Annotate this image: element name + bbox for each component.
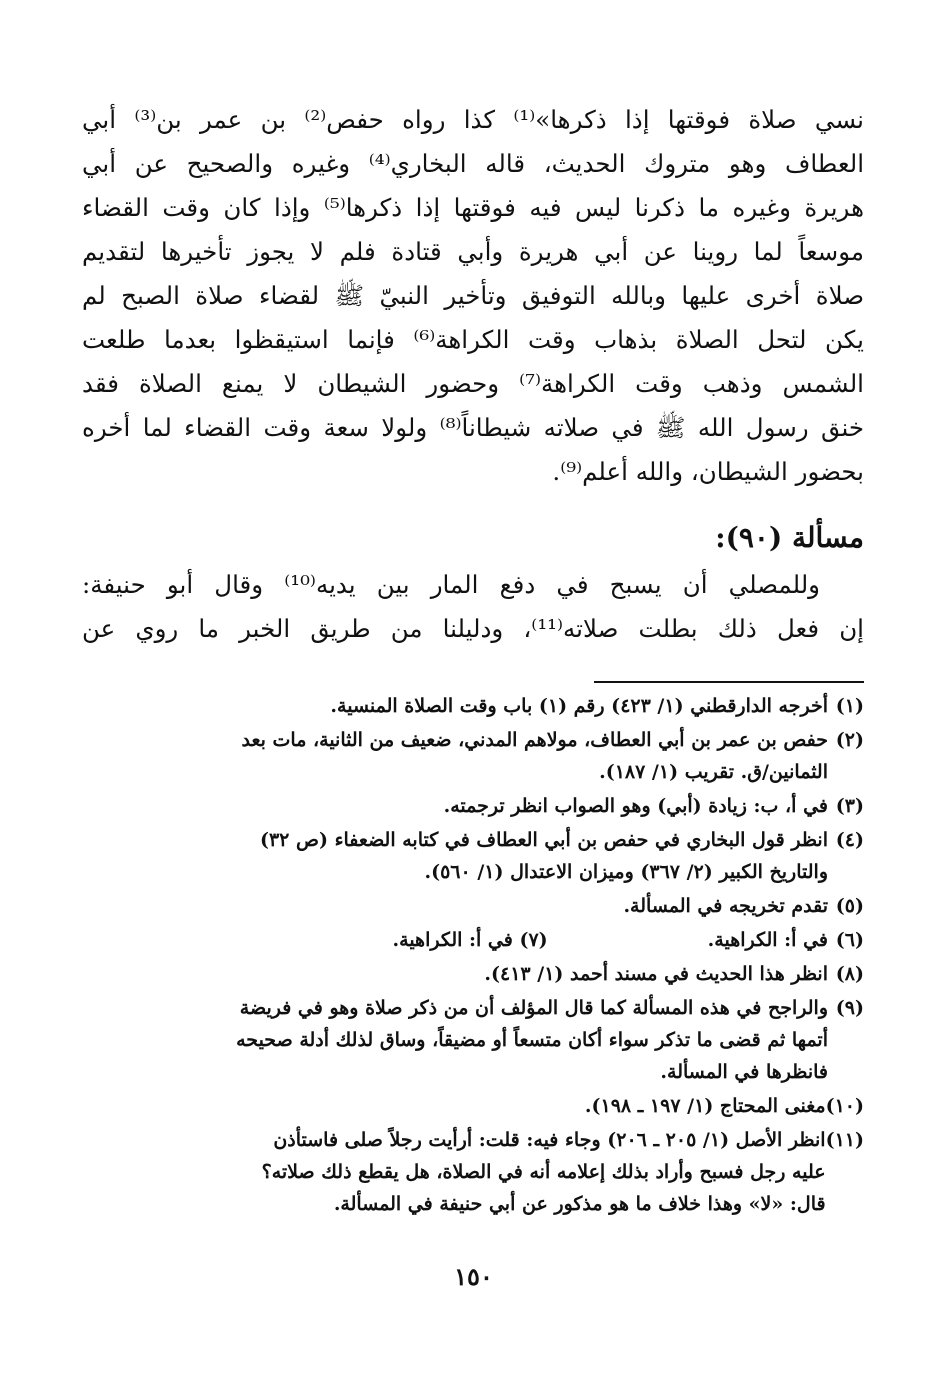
footnote-number: (٥) <box>835 895 864 917</box>
footnote <box>82 1090 864 1122</box>
footnote-text <box>82 924 828 956</box>
footnote <box>82 824 864 888</box>
footnote-line: تقدم تخريجه في المسألة. <box>623 895 828 917</box>
footnote-text <box>82 690 828 722</box>
footnote-number: (٩) <box>835 997 864 1019</box>
text-line: العطاف وهو متروك الحديث، قاله البخاري⁽⁴⁾ وغيره والصحيح عن أبي <box>82 149 864 178</box>
footnote-text <box>82 992 828 1088</box>
footnote <box>82 958 864 990</box>
footnote-line: انظر قول البخاري في حفص بن أبي العطاف في كتابه الضعفاء (ص ٣٢) <box>259 829 828 851</box>
footnote-line: أتمها ثم قضى ما تذكر سواء أكان متسعاً أو مضيقاً، وساق لذلك أدلة صحيحه <box>236 1029 828 1051</box>
page-number: ١٥٠ <box>454 1262 493 1291</box>
footnote-separator <box>594 681 864 683</box>
text-line: الشمس وذهب وقت الكراهة⁽⁷⁾ وحضور الشيطان لا يمنع الصلاة فقد <box>82 369 864 398</box>
footnote-number: (٣) <box>835 795 864 817</box>
footnotes <box>82 690 864 1222</box>
text-line: صلاة أخرى عليها وبالله التوفيق وتأخير النبيّ ﷺ لقضاء صلاة الصبح لم <box>82 281 864 310</box>
footnote-text <box>82 890 828 922</box>
main-text <box>82 98 864 494</box>
footnote-text <box>82 790 828 822</box>
text-line: إن فعل ذلك بطلت صلاته⁽¹¹⁾، ودليلنا من طريق الخبر ما روي عن <box>82 614 864 643</box>
footnote-line: الثمانين/ق. تقريب (١/ ١٨٧). <box>599 761 828 783</box>
footnote <box>82 992 864 1088</box>
footnote-text <box>82 824 828 888</box>
text-line: بحضور الشيطان، والله أعلم⁽⁹⁾. <box>552 457 864 486</box>
footnote-line: قال: «لا» وهذا خلاف ما هو مذكور عن أبي حنيفة في المسألة. <box>333 1193 826 1215</box>
footnote <box>82 890 864 922</box>
footnote <box>82 790 864 822</box>
footnote-number: (٨) <box>835 963 864 985</box>
footnote-number: (٦) <box>835 929 864 951</box>
text-line: يكن لتحل الصلاة بذهاب وقت الكراهة⁽⁶⁾ فإنما استيقظوا بعدما طلعت <box>82 325 864 354</box>
section-heading: مسألة (٩٠): <box>715 521 864 554</box>
footnote-number: (١) <box>835 695 864 717</box>
footnote-part: (٧) في أ: الكراهية. <box>392 929 548 951</box>
footnote-line: فانظرها في المسألة. <box>660 1061 828 1083</box>
text-line: وللمصلي أن يسبح في دفع المار بين يديه⁽¹⁰⁾ وقال أبو حنيفة: <box>82 570 820 599</box>
footnote-text <box>82 1124 826 1220</box>
footnote-line: انظر الأصل (١/ ٢٠٥ ـ ٢٠٦) وجاء فيه: قلت: أرأيت رجلاً صلى فاستأذن <box>273 1129 826 1151</box>
footnote-line: أخرجه الدارقطني (١/ ٤٢٣) رقم (١) باب وقت الصلاة المنسية. <box>330 695 828 717</box>
footnote-part: في أ: الكراهية. <box>707 929 828 951</box>
footnote-line: والتاريخ الكبير (٢/ ٣٦٧) وميزان الاعتدال (١/ ٥٦٠). <box>424 861 828 883</box>
footnote-line: عليه رجل فسبح وأراد بذلك إعلامه أنه في الصلاة، هل يقطع ذلك صلاته؟ <box>261 1161 826 1183</box>
footnote-line: والراجح في هذه المسألة كما قال المؤلف أن من ذكر صلاة وهو في فريضة <box>239 997 828 1019</box>
footnote <box>82 1124 864 1220</box>
footnote-line: حفص بن عمر بن أبي العطاف، مولاهم المدني، ضعيف من الثانية، مات بعد <box>241 729 828 751</box>
footnote-number: (١١) <box>825 1129 864 1151</box>
text-line: خنق رسول الله ﷺ في صلاته شيطاناً⁽⁸⁾ ولولا سعة وقت القضاء لما أخره <box>82 413 864 442</box>
footnote-number: (٢) <box>835 729 864 751</box>
footnote <box>82 690 864 722</box>
footnote-line: مغنى المحتاج (١/ ١٩٧ ـ ١٩٨). <box>584 1095 826 1117</box>
text-line: هريرة وغيره ما ذكرنا ليس فيه فوقتها إذا ذكرها⁽⁵⁾ وإذا كان وقت القضاء <box>82 193 864 222</box>
footnote-line: انظر هذا الحديث في مسند أحمد (١/ ٤١٣). <box>484 963 828 985</box>
footnote-number: (١٠) <box>825 1095 864 1117</box>
footnote-text <box>82 958 828 990</box>
footnote-text <box>82 1090 826 1122</box>
text-line: نسي صلاة فوقتها إذا ذكرها»⁽¹⁾ كذا رواه حفص⁽²⁾ بن عمر بن⁽³⁾ أبي <box>82 105 864 134</box>
footnote <box>82 924 864 956</box>
footnote-number: (٤) <box>835 829 864 851</box>
footnote-text <box>82 724 828 788</box>
footnote <box>82 724 864 788</box>
main-text-continued <box>82 563 864 651</box>
text-line: موسعاً لما روينا عن أبي هريرة وأبي قتادة فلم لا يجوز تأخيرها لتقديم <box>82 237 864 266</box>
footnote-line: في أ، ب: زيادة (أبي) وهو الصواب انظر ترجمته. <box>443 795 828 817</box>
